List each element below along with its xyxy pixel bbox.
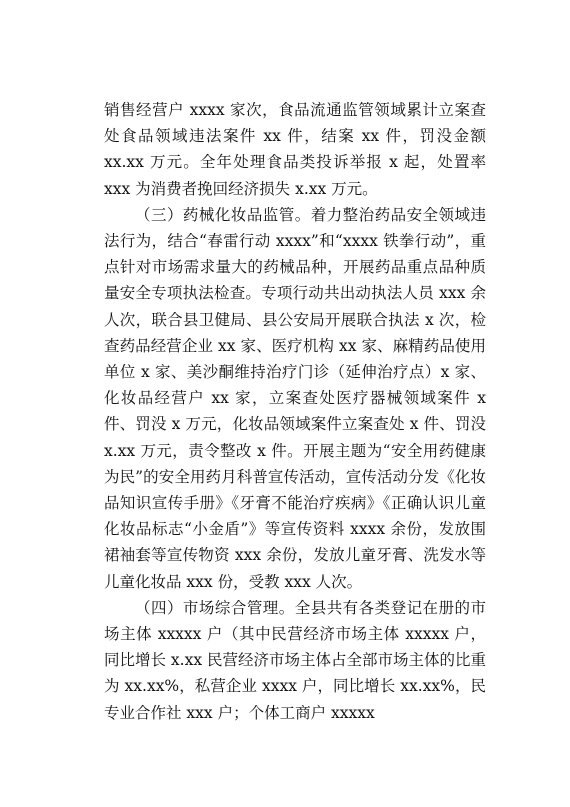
- document-body: [104, 97, 486, 726]
- paragraph-food-circulation: 销售经营户 xxxx 家次，食品流通监管领域累计立案查处食品领域违法案件 xx 件，结案 xx 件，罚没金额 xx.xx 万元。全年处理食品类投诉举报 x 起，处置率 xxx 为消费者挽回经济损失 x.xx 万元。: [104, 101, 486, 198]
- paragraph-drug-cosmetics-supervision: （三）药械化妆品监管。着力整治药品安全领域违法行为，结合“春雷行动 xxxx”和“xxxx 铁拳行动”，重点针对市场需求量大的药械品种，开展药品重点品种质量安全专项执法检查。专项行动共出动执法人员 xxx 余人次，联合县卫健局、县公安局开展联合执法 x 次，检查药品经营企业 xx 家、医疗机构 xx 家、麻精药品使用单位 x 家、美沙酮维持治疗门诊（延伸治疗点）x 家、化妆品经营户 xx 家，立案查处医疗器械领域案件 x 件、罚没 x 万元，化妆品领域案件立案查处 x 件、罚没 x.xx 万元，责令整改 x 件。开展主题为“安全用药健康为民”的安全用药月科普宣传活动，宣传活动分发《化妆品知识宣传手册》《牙膏不能治疗疾病》《正确认识儿童化妆品标志“小金盾”》等宣传资料 xxxx 余份，发放围裙袖套等宣传物资 xxx 余份，发放儿童牙膏、洗发水等儿童化妆品 xxx 份，受教 xxx 人次。: [104, 205, 486, 591]
- paragraph-market-comprehensive-management: （四）市场综合管理。全县共有各类登记在册的市场主体 xxxxx 户（其中民营经济市场主体 xxxxx 户，同比增长 x.xx 民营经济市场主体占全部市场主体的比重为 xx.xx%，私营企业 xxxx 户，同比增长 xx.xx%，民专业合作社 xxx 户；个体工商户 xxxxx: [104, 598, 487, 722]
